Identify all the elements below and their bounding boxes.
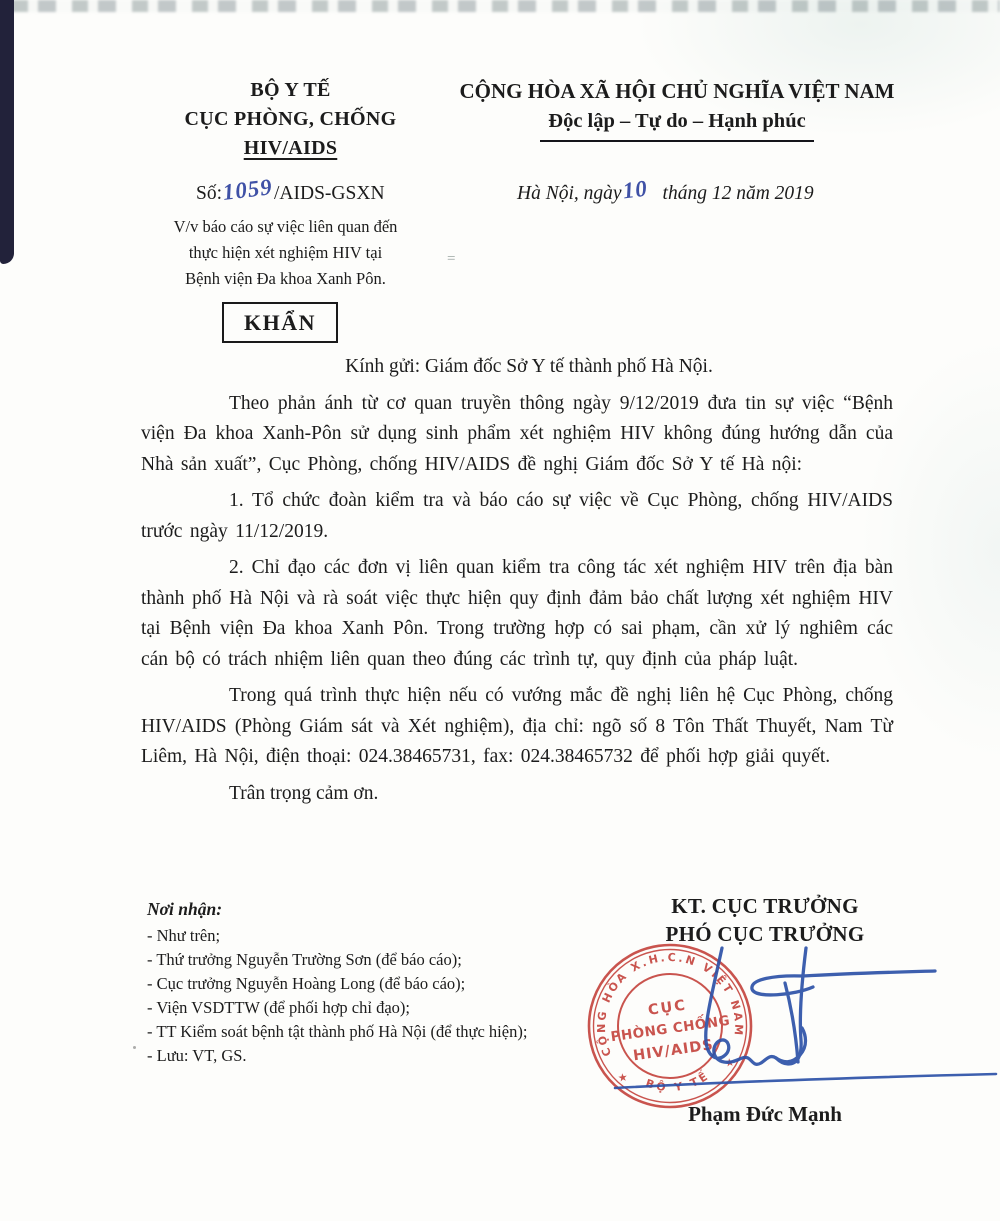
national-header-block [438, 76, 916, 142]
recipients-title: Nơi nhận: [147, 899, 223, 919]
document-number-prefix: Số: [196, 183, 223, 204]
seal-star-icon: ★ [723, 1055, 736, 1070]
paragraph-intro: Theo phản ánh từ cơ quan truyền thông ngày 9/12/2019 đưa tin sự việc “Bệnh viện Đa khoa Xanh-Pôn sử dụng sinh phẩm xét nghiệm HIV không đúng hướng dẫn của Nhà sản xuất”, Cục Phòng, chống HIV/AIDS đề nghị Giám đốc Sở Y tế Hà nội: [141, 392, 893, 475]
seal-ring-top-text: CỘNG HÒA X.H.C.N VIỆT NAM [594, 950, 746, 1059]
signer-title-1: KT. CỤC TRƯỞNG [671, 894, 859, 918]
place-date-line [517, 175, 814, 205]
paragraph-item-2: 2. Chỉ đạo các đơn vị liên quan kiểm tra công tác xét nghiệm HIV trên địa bàn thành phố Hà Nội và rà soát việc thực hiện quy định đảm bảo chất lượng xét nghiệm HIV tại Bệnh viện Đa khoa Xanh Pôn. Trong trường hợp có sai phạm, cần xử lý nghiêm các cán bộ có trách nhiệm liên quan theo đúng các trình tự, quy định của pháp luật. [141, 557, 893, 670]
seal-ring-bottom-text: BỘ Y TẾ [644, 1068, 713, 1095]
paragraph-contact: Trong quá trình thực hiện nếu có vướng mắc đề nghị liên hệ Cục Phòng, chống HIV/AIDS (Phòng Giám sát và Xét nghiệm), địa chỉ: ngõ số 8 Tôn Thất Thuyết, Nam Từ Liêm, Hà Nội, điện thoại: 024.38465731, fax: 024.38465732 để phối hợp giải quyết. [141, 685, 893, 767]
signature-underline [615, 1074, 996, 1088]
paragraph-item-1: 1. Tổ chức đoàn kiểm tra và báo cáo sự việc về Cục Phòng, chống HIV/AIDS trước ngày 11/12/2019. [141, 490, 893, 542]
national-motto [438, 106, 916, 142]
salutation: Kính gửi: Giám đốc Sở Y tế thành phố Hà Nội. [345, 356, 713, 377]
subject-line-2: thực hiện xét nghiệm HIV tại [188, 243, 383, 262]
seal-center-line-3: HIV/AIDS [632, 1037, 715, 1065]
signer-name: Phạm Đức Mạnh [688, 1102, 842, 1126]
urgency-stamp-box: KHẨN [222, 302, 338, 343]
document-number-line [196, 174, 385, 205]
recipient-item: - Như trên; [147, 926, 221, 945]
date-prefix: Hà Nội, ngày [517, 183, 622, 204]
recipient-item: - Viện VSDTTW (để phối hợp chỉ đạo); [147, 998, 410, 1017]
ministry-name: BỘ Y TẾ [250, 79, 331, 101]
handwritten-document-number: 1059 [221, 174, 275, 205]
subject-line-3: Bệnh viện Đa khoa Xanh Pôn. [185, 269, 386, 288]
seal-center-line-2: PHÒNG CHỐNG [609, 1012, 732, 1046]
issuing-agency-block [148, 76, 433, 163]
department-name-line1: CỤC PHÒNG, CHỐNG [184, 108, 397, 130]
recipient-item: - Thứ trưởng Nguyễn Trường Sơn (để báo cáo); [147, 950, 462, 969]
national-title: CỘNG HÒA XÃ HỘI CHỦ NGHĨA VIỆT NAM [459, 79, 895, 103]
recipients-block [147, 897, 527, 1068]
letter-body [141, 352, 893, 815]
scan-artifact-dot [133, 1046, 136, 1049]
handwritten-signature [555, 915, 1000, 1100]
signer-title-2: PHÓ CỤC TRƯỞNG [665, 922, 865, 946]
closing-line: Trân trọng cảm ơn. [229, 782, 379, 804]
seal-center-line-1: CỤC [647, 997, 688, 1019]
national-motto-text: Độc lập – Tự do – Hạnh phúc [540, 106, 813, 142]
subject-line-1: V/v báo cáo sự việc liên quan đến [173, 217, 398, 236]
scan-artifact-top-edge [12, 0, 1000, 12]
signature-stroke [752, 971, 935, 995]
scan-artifact-left-strip [0, 0, 14, 264]
scan-artifact-dash: = [447, 251, 456, 267]
seal-star-icon: ★ [616, 1070, 629, 1085]
document-number-suffix: /AIDS-GSXN [274, 183, 385, 204]
handwritten-day: 10 [620, 175, 649, 204]
signature-stroke [785, 983, 798, 1062]
recipient-item: - Lưu: VT, GS. [147, 1046, 247, 1065]
recipient-item: - TT Kiểm soát bệnh tật thành phố Hà Nội (để thực hiện); [147, 1022, 528, 1041]
recipient-item: - Cục trưởng Nguyễn Hoàng Long (để báo cáo); [147, 974, 466, 993]
subject-block [133, 214, 438, 292]
department-name-line2: HIV/AIDS [243, 137, 338, 159]
date-suffix: tháng 12 năm 2019 [662, 183, 814, 204]
